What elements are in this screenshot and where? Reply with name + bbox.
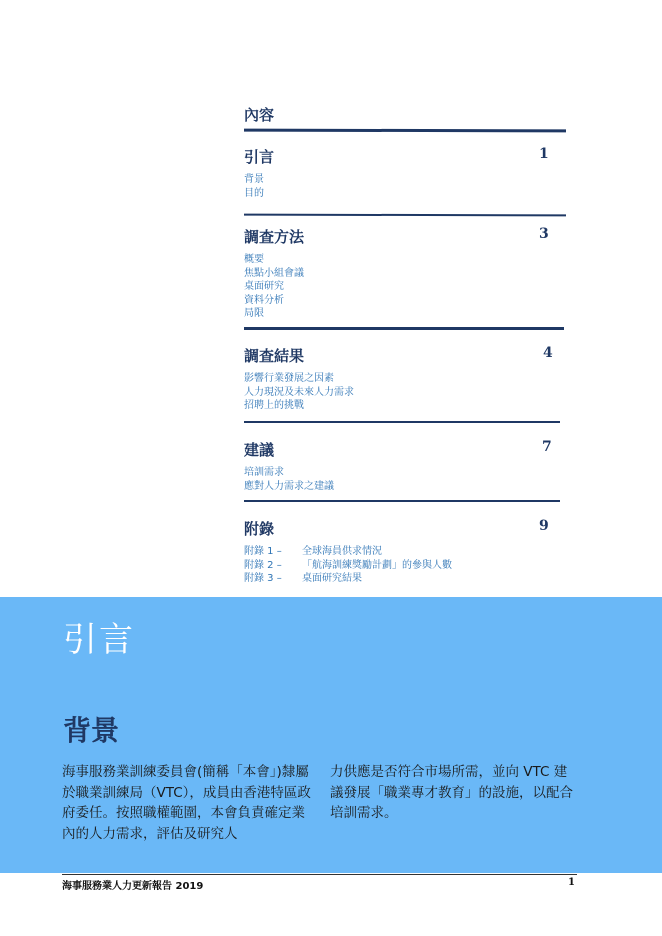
toc-item[interactable]: 焦點小組會議 <box>244 267 304 279</box>
toc-item[interactable]: 背景 <box>244 174 264 185</box>
appendix-number: 附錄 2 – <box>244 559 282 571</box>
body-column-left: 海事服務業訓練委員會(簡稱「本會」)隸屬於職業訓練局（VTC），成員由香港特區政府委任。按照職權範圍，本會負責確定業內的人力需求，評估及研究人 <box>62 764 311 842</box>
toc-item[interactable]: 資料分析 <box>244 294 284 306</box>
toc-item[interactable]: 影響行業發展之因素 <box>244 373 334 384</box>
toc-heading[interactable]: 建議 <box>244 441 275 459</box>
toc-divider <box>244 129 566 133</box>
appendix-number: 附錄 1 – <box>244 546 282 557</box>
toc-item[interactable]: 人力現況及未來人力需求 <box>244 386 354 398</box>
toc-item[interactable]: 概要 <box>244 254 264 265</box>
toc-page-number: 7 <box>542 439 552 455</box>
appendix-label: 桌面研究結果 <box>302 573 362 584</box>
toc-heading[interactable]: 附錄 <box>244 520 275 538</box>
toc-item[interactable]: 應對人力需求之建議 <box>244 480 334 492</box>
appendix-label: 全球海員供求情況 <box>302 546 382 557</box>
toc-divider <box>244 421 560 423</box>
toc-title: 內容 <box>244 106 275 124</box>
toc-page-number: 1 <box>539 146 549 162</box>
toc-divider <box>244 500 560 502</box>
toc-heading[interactable]: 調查結果 <box>244 347 305 365</box>
appendix-number: 附錄 3 – <box>244 573 282 584</box>
body-column-right: 力供應是否符合市場所需，並向 VTC 建議發展「職業專才教育」的設施，以配合培訓需求。 <box>330 764 573 821</box>
toc-item[interactable]: 桌面研究 <box>244 281 284 292</box>
footer-page-number: 1 <box>568 877 575 888</box>
toc-page-number: 3 <box>539 226 549 242</box>
toc-item[interactable]: 招聘上的挑戰 <box>244 400 304 411</box>
toc-divider <box>244 327 564 330</box>
toc-item[interactable] <box>244 545 452 559</box>
footer-title: 海事服務業人力更新報告 2019 <box>62 881 204 892</box>
toc-item[interactable]: 局限 <box>244 308 264 319</box>
toc-page-number: 4 <box>543 345 553 361</box>
footer-divider <box>62 874 577 875</box>
toc-item[interactable] <box>244 559 452 573</box>
toc-divider <box>244 214 566 217</box>
toc-heading[interactable]: 引言 <box>244 148 275 166</box>
toc-page-number: 9 <box>539 518 549 534</box>
chapter-title: 引言 <box>63 620 135 660</box>
section-heading: 背景 <box>63 714 120 747</box>
toc-item[interactable]: 培訓需求 <box>244 467 284 478</box>
toc-item[interactable]: 目的 <box>244 187 264 199</box>
toc-item[interactable] <box>244 572 452 586</box>
appendix-label: 「航海訓練獎勵計劃」的參與人數 <box>302 559 452 571</box>
toc-heading[interactable]: 調查方法 <box>244 228 305 246</box>
